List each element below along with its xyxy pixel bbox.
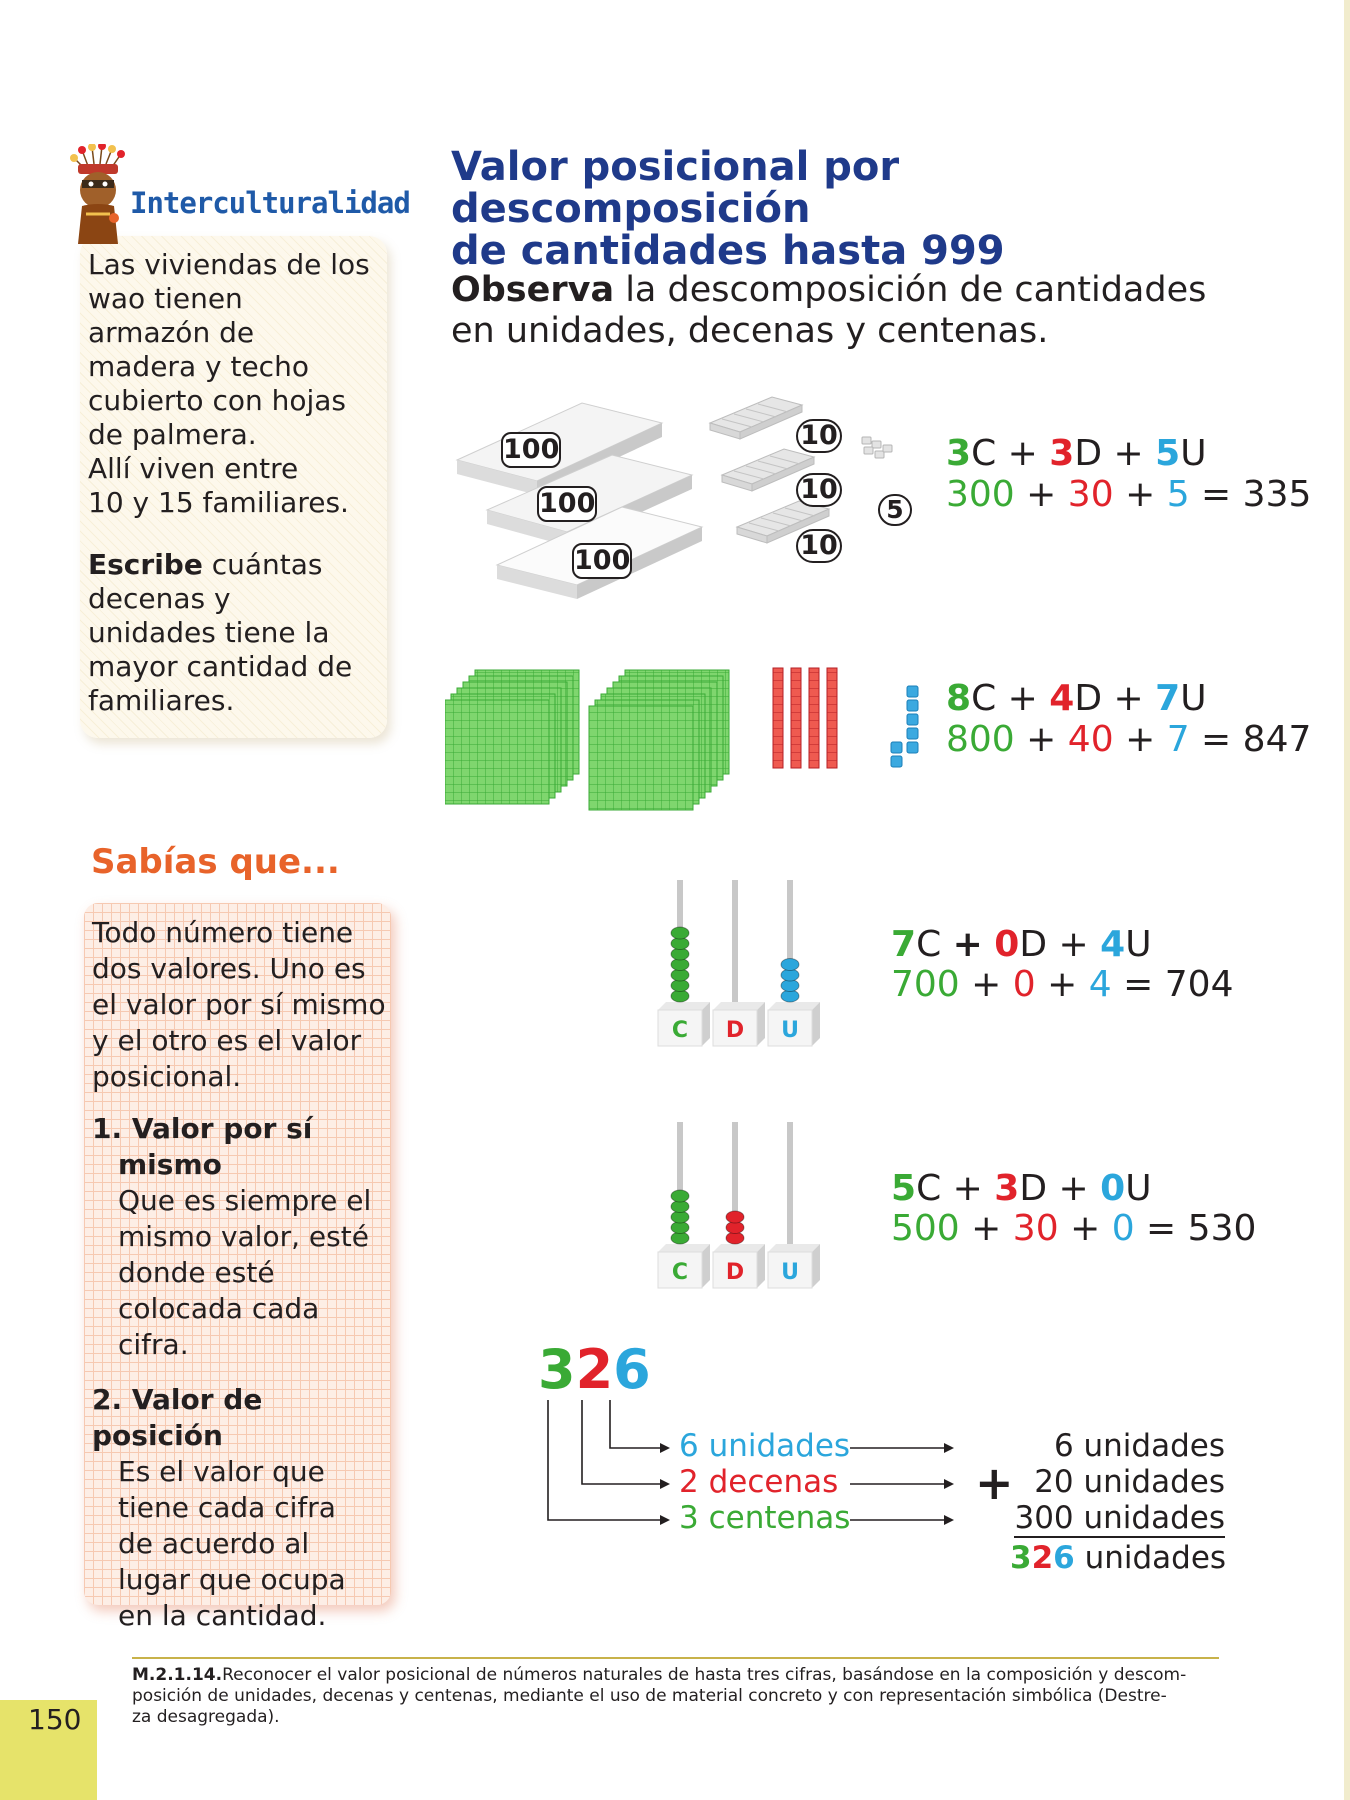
- ic-line: cuántas: [202, 548, 323, 581]
- digit-c: 7: [891, 924, 917, 965]
- plus: +: [1047, 964, 1078, 1005]
- digit-d: 0: [994, 924, 1020, 965]
- ic-question-bold: Escribe: [88, 548, 203, 581]
- sum-hundreds: 300 unidades: [1014, 1500, 1225, 1536]
- skill-code: M.2.1.14.: [132, 1665, 223, 1685]
- digit-u: 4: [1100, 924, 1126, 965]
- sq-item-title: mismo: [118, 1148, 222, 1181]
- abacus-column-label: U: [781, 1018, 799, 1043]
- plus: +: [1007, 433, 1038, 474]
- value-d: 0: [1012, 964, 1036, 1005]
- footer-line: Reconocer el valor posicional de números naturales de hasta tres cifras, basándose en la composición y descom-: [222, 1665, 1187, 1685]
- total: 335: [1242, 474, 1312, 515]
- plus: +: [1026, 719, 1057, 760]
- total-digit-hundreds: 3: [1010, 1540, 1032, 1576]
- abacus-base-top: [658, 1002, 710, 1010]
- letter-u: U: [1180, 678, 1207, 719]
- skill-footer: [132, 1665, 1222, 1728]
- abacus-column-label: C: [671, 1260, 689, 1285]
- page-title: [451, 146, 1251, 272]
- example3-eq1: [891, 924, 1152, 965]
- value-d: 40: [1067, 719, 1114, 760]
- digit-c: 5: [891, 1168, 917, 1209]
- example2-eq2: [946, 719, 1311, 760]
- plus: +: [1125, 474, 1156, 515]
- sq-line: Que es siempre el: [118, 1184, 372, 1217]
- plus: +: [1113, 678, 1144, 719]
- letter-d: D: [1074, 433, 1103, 474]
- digit-u: 0: [1100, 1168, 1126, 1209]
- instruction-bold: Observa: [451, 270, 615, 310]
- instruction-line-2: en unidades, decenas y centenas.: [451, 311, 1049, 351]
- sq-line: el valor por sí mismo: [92, 988, 386, 1021]
- abacus-bead: [726, 1211, 744, 1223]
- abacus-bead: [671, 927, 689, 939]
- ic-line: cubierto con hojas: [88, 384, 347, 417]
- ic-line: Las viviendas de los: [88, 248, 370, 281]
- sq-line: donde esté: [118, 1256, 275, 1289]
- example2-eq1: [946, 678, 1207, 719]
- branch-units: 6 unidades: [679, 1428, 851, 1464]
- interculturalidad-text: [88, 248, 388, 520]
- abacus-column-label: U: [781, 1260, 799, 1285]
- sabias-que-intro: [92, 915, 392, 1095]
- abacus-base-top: [768, 1002, 820, 1010]
- block-label-10: 10: [796, 529, 842, 563]
- equals: =: [1123, 964, 1154, 1005]
- page-number: 150: [28, 1703, 82, 1736]
- equals: =: [1146, 1208, 1177, 1249]
- ic-line: wao tienen: [88, 282, 243, 315]
- sq-item-title: 2. Valor de posición: [92, 1383, 263, 1452]
- sq-line: Es el valor que: [118, 1455, 325, 1488]
- letter-d: D: [1019, 924, 1048, 965]
- sq-line: lugar que ocupa: [118, 1563, 346, 1596]
- abacus-rod: [787, 1122, 793, 1252]
- digit-d: 4: [1049, 678, 1075, 719]
- sum-units: 6 unidades: [1053, 1428, 1225, 1464]
- letter-c: C: [916, 1168, 942, 1209]
- ic-line: 10 y 15 familiares.: [88, 486, 349, 519]
- ic-line: familiares.: [88, 684, 235, 717]
- abacus-base-top: [658, 1244, 710, 1252]
- ic-line: decenas y: [88, 582, 231, 615]
- value-c: 300: [946, 474, 1015, 515]
- number-326: [538, 1340, 651, 1400]
- letter-c: C: [916, 924, 942, 965]
- sq-line: posicional.: [92, 1060, 242, 1093]
- instruction-rest: la descomposición de cantidades: [614, 270, 1207, 310]
- sq-line: Todo número tiene: [92, 916, 354, 949]
- digit-c: 8: [946, 678, 972, 719]
- digit-u: 7: [1155, 678, 1181, 719]
- value-d: 30: [1067, 474, 1114, 515]
- ic-line: armazón de: [88, 316, 255, 349]
- branch-list: [679, 1428, 850, 1536]
- title-line-1: Valor posicional por descomposición: [451, 144, 900, 232]
- page-edge: [1344, 0, 1350, 1800]
- letter-d: D: [1019, 1168, 1048, 1209]
- total-digit-tens: 2: [1031, 1540, 1054, 1576]
- ic-line: madera y techo: [88, 350, 309, 383]
- block-label-10: 10: [796, 473, 842, 507]
- sabias-que-item-2: [92, 1382, 392, 1634]
- total-word: unidades: [1074, 1540, 1227, 1576]
- ic-line: unidades tiene la: [88, 616, 330, 649]
- total: 704: [1164, 964, 1234, 1005]
- sum-total: [1010, 1540, 1226, 1576]
- sq-item-title: 1. Valor por sí: [92, 1112, 313, 1145]
- abacus-bead: [781, 959, 799, 971]
- sq-line: mismo valor, esté: [118, 1220, 369, 1253]
- plus: +: [1007, 678, 1038, 719]
- total: 530: [1187, 1208, 1257, 1249]
- value-u: 7: [1166, 719, 1190, 760]
- equals: =: [1201, 474, 1232, 515]
- value-u: 4: [1088, 964, 1112, 1005]
- letter-d: D: [1074, 678, 1103, 719]
- digit-c: 3: [946, 433, 972, 474]
- sabias-que-item-1: [92, 1111, 392, 1363]
- value-d: 30: [1012, 1208, 1059, 1249]
- abacus-column-label: D: [725, 1018, 745, 1043]
- example3-eq2: [891, 964, 1233, 1005]
- plus-sign: +: [975, 1456, 1014, 1510]
- value-c: 500: [891, 1208, 960, 1249]
- abacus-530: [645, 1120, 825, 1300]
- plus: +: [1026, 474, 1057, 515]
- digit-u: 5: [1155, 433, 1181, 474]
- block-label-100: 100: [501, 432, 561, 468]
- footer-rule: [132, 1657, 1219, 1659]
- abacus-704: [645, 878, 825, 1058]
- letter-c: C: [971, 678, 997, 719]
- abacus-base-top: [768, 1244, 820, 1252]
- digit-d: 3: [1049, 433, 1075, 474]
- digit-units: 6: [613, 1338, 651, 1401]
- example4-eq2: [891, 1208, 1256, 1249]
- letter-u: U: [1125, 1168, 1152, 1209]
- example1-eq2: [946, 474, 1311, 515]
- plus: +: [971, 1208, 1002, 1249]
- interculturalidad-question: [88, 548, 388, 718]
- base-ten-blocks-illustration: [452, 395, 932, 625]
- branch-tens: 2 decenas: [679, 1464, 839, 1500]
- block-label-5: 5: [878, 494, 912, 526]
- sq-line: dos valores. Uno es: [92, 952, 366, 985]
- instruction: [451, 270, 1271, 352]
- value-u: 5: [1166, 474, 1190, 515]
- digit-hundreds: 3: [538, 1338, 576, 1401]
- plus: +: [1058, 1168, 1089, 1209]
- ic-line: Allí viven entre: [88, 452, 299, 485]
- sq-line: cifra.: [118, 1328, 189, 1361]
- block-label-10: 10: [796, 419, 842, 453]
- sq-line: de acuerdo al: [118, 1527, 310, 1560]
- block-label-100: 100: [572, 543, 632, 579]
- ic-line: mayor cantidad de: [88, 650, 353, 683]
- title-line-2: de cantidades hasta 999: [451, 228, 1005, 274]
- interculturalidad-heading: Interculturalidad: [130, 186, 410, 220]
- value-c: 800: [946, 719, 1015, 760]
- sum-column: [995, 1428, 1225, 1538]
- abacus-base-top: [713, 1244, 765, 1252]
- branch-hundreds: 3 centenas: [679, 1500, 851, 1536]
- plus: +: [952, 924, 983, 965]
- ic-line: de palmera.: [88, 418, 257, 451]
- value-c: 700: [891, 964, 960, 1005]
- abacus-base-top: [713, 1002, 765, 1010]
- sum-tens: 20 unidades: [1034, 1464, 1225, 1500]
- equals: =: [1201, 719, 1232, 760]
- value-u: 0: [1111, 1208, 1135, 1249]
- abacus-column-label: D: [725, 1260, 745, 1285]
- abacus-rod: [732, 880, 738, 1010]
- sq-line: tiene cada cifra: [118, 1491, 336, 1524]
- total: 847: [1242, 719, 1312, 760]
- footer-line: posición de unidades, decenas y centenas, mediante el uso de material concreto y con representación simbólica (Destre-: [132, 1686, 1167, 1706]
- letter-c: C: [971, 433, 997, 474]
- abacus-bead: [671, 1190, 689, 1202]
- abacus-column-label: C: [671, 1018, 689, 1043]
- plus: +: [1113, 433, 1144, 474]
- sabias-que-heading: Sabías que...: [91, 842, 340, 882]
- plus: +: [1058, 924, 1089, 965]
- digit-tens: 2: [575, 1338, 614, 1401]
- sq-line: en la cantidad.: [118, 1599, 327, 1632]
- block-label-100: 100: [537, 486, 597, 522]
- wao-figure-icon: [68, 144, 130, 246]
- sq-line: y el otro es el valor: [92, 1024, 362, 1057]
- plus: +: [1125, 719, 1156, 760]
- plus: +: [952, 1168, 983, 1209]
- letter-u: U: [1125, 924, 1152, 965]
- colored-blocks-illustration: [445, 664, 945, 814]
- footer-line: za desagregada).: [132, 1707, 280, 1727]
- letter-u: U: [1180, 433, 1207, 474]
- example4-eq1: [891, 1168, 1152, 1209]
- digit-d: 3: [994, 1168, 1020, 1209]
- example1-eq1: [946, 433, 1207, 474]
- total-digit-units: 6: [1053, 1540, 1075, 1576]
- plus: +: [1070, 1208, 1101, 1249]
- plus: +: [971, 964, 1002, 1005]
- sq-line: colocada cada: [118, 1292, 320, 1325]
